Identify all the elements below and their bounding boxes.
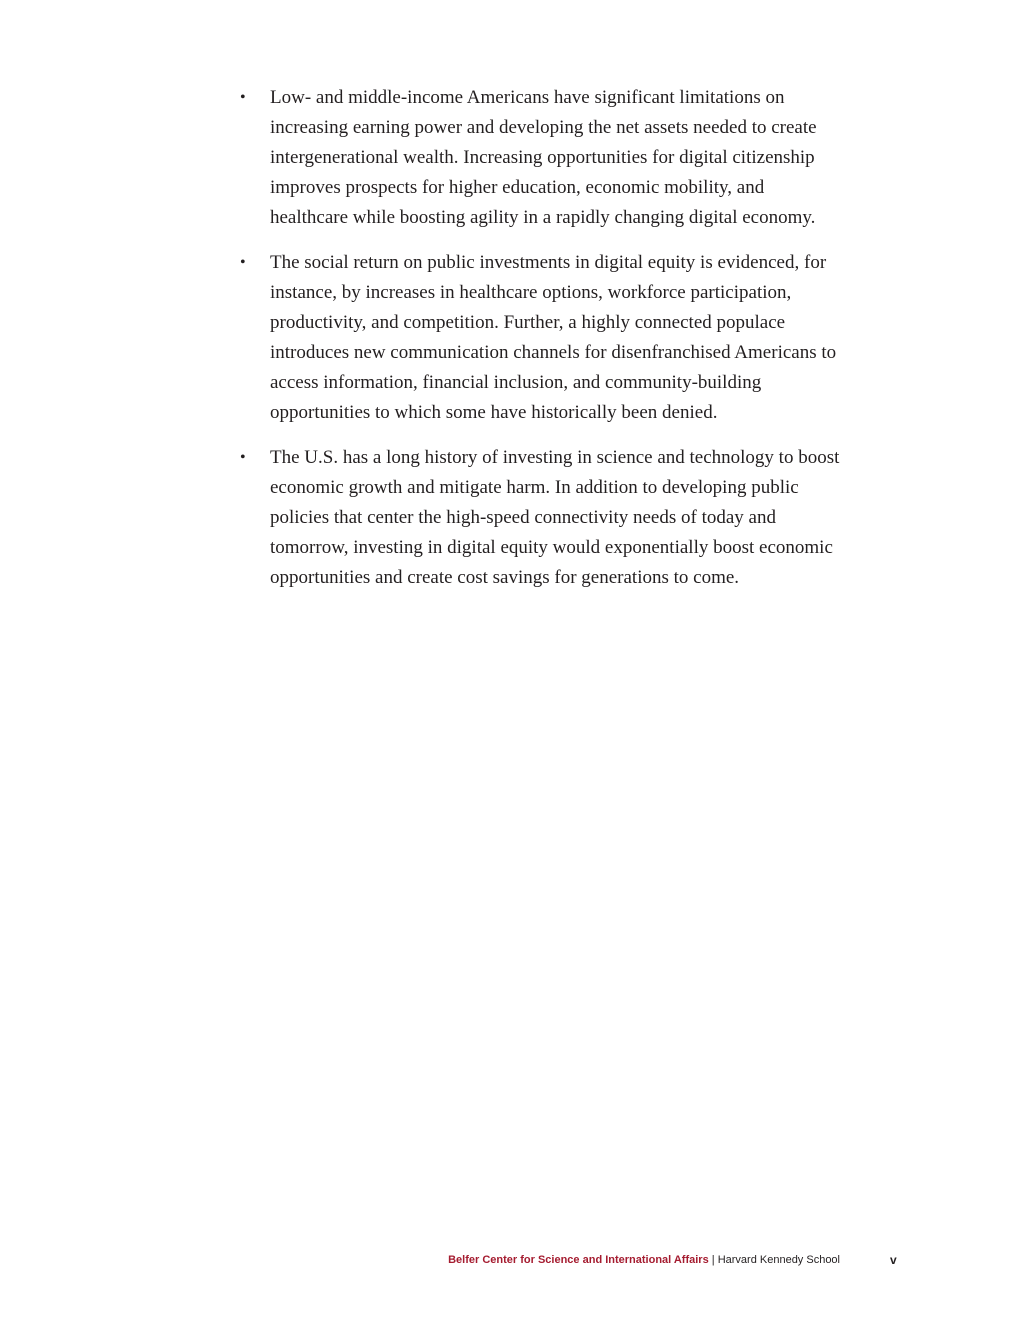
bullet-icon: • [240, 89, 246, 106]
page-number: v [890, 1253, 897, 1267]
page-footer [0, 1253, 1020, 1269]
bullet-icon: • [240, 449, 246, 466]
bullet-item [240, 443, 845, 593]
bullet-icon: • [240, 254, 246, 271]
bullet-text: The social return on public investments in digital equity is evidenced, for instance, by increases in healthcare options, workforce participation, productivity, and competition. Further, a highly connected populace introduces new communication channels for disenfranchised Americans to access information, financial inclusion, and community-building opportunities to which some have historically been denied. [270, 252, 837, 423]
bullet-text: The U.S. has a long history of investing in science and technology to boost economic growth and mitigate harm. In addition to developing public policies that center the high-speed connectivity needs of today and tomorrow, investing in digital equity would exponentially boost economic opportunities and create cost savings for generations to come. [270, 447, 840, 588]
footer-school: Harvard Kennedy School [717, 1254, 840, 1266]
bullet-item [240, 248, 845, 428]
bullet-list [240, 83, 845, 608]
bullet-text: Low- and middle-income Americans have significant limitations on increasing earning power and developing the net assets needed to create intergenerational wealth. Increasing opportunities for digital citizenship improves prospects for higher education, economic mobility, and healthcare while boosting agility in a rapidly changing digital economy. [270, 87, 817, 228]
footer-credit [448, 1253, 840, 1267]
bullet-item [240, 83, 845, 233]
footer-organization: Belfer Center for Science and International Affairs [448, 1254, 709, 1266]
footer-separator: | [711, 1254, 715, 1266]
